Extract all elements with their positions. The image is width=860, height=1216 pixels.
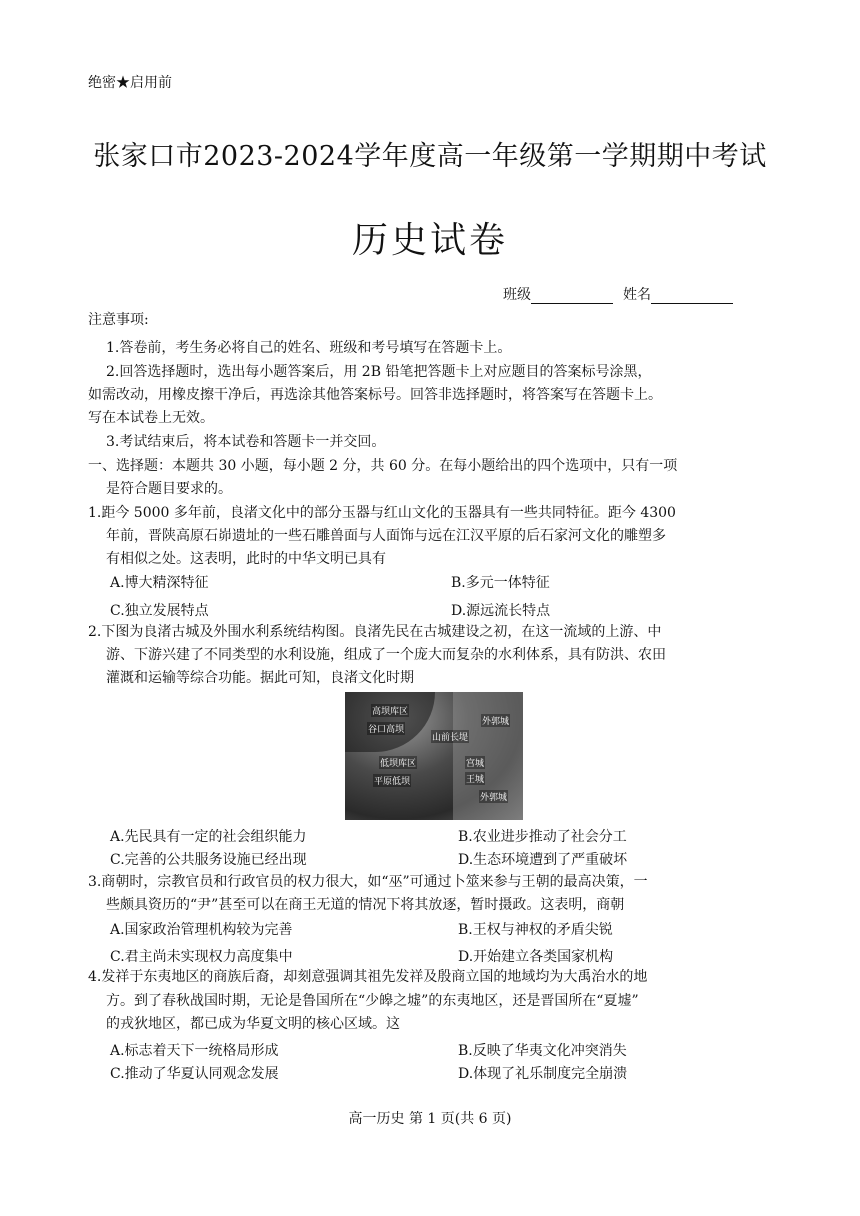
question-1-option-d: D.源远流长特点 xyxy=(451,603,551,619)
notice-item-2-line-3: 写在本试卷上无效。 xyxy=(88,410,214,426)
map-label-royal-city: 王城 xyxy=(465,772,485,785)
student-info-line xyxy=(503,284,743,304)
page-footer: 高一历史 第 1 页(共 6 页) xyxy=(348,1111,512,1127)
question-3-line-2: 些颇具资历的“尹”甚至可以在商王无道的情况下将其放逐，暂时摄政。这表明，商朝 xyxy=(106,897,625,913)
question-1-line-2: 年前，晋陕高原石峁遗址的一些石雕兽面与人面饰与远在江汉平原的后石家河文化的雕塑多 xyxy=(106,528,666,544)
question-1-option-a: A.博大精深特征 xyxy=(110,575,209,591)
question-3-line-1: 3.商朝时，宗教官员和行政官员的权力很大，如“巫”可通过卜筮来参与王朝的最高决策，一 xyxy=(88,874,648,890)
exam-title: 张家口市2023-2024学年度高一年级第一学期期中考试 xyxy=(93,141,767,172)
question-1-option-c: C.独立发展特点 xyxy=(110,603,209,619)
map-label-palace-city: 宫城 xyxy=(465,756,485,769)
notice-item-2-line-2: 如需改动，用橡皮擦干净后，再选涂其他答案标号。回答非选择题时，将答案写在答题卡上。 xyxy=(88,387,662,403)
question-3-option-b: B.王权与神权的矛盾尖锐 xyxy=(458,922,613,938)
class-blank xyxy=(531,289,613,304)
question-4-option-b: B.反映了华夷文化冲突消失 xyxy=(458,1043,627,1059)
question-2-option-d: D.生态环境遭到了严重破坏 xyxy=(458,852,628,868)
question-1-line-3: 有相似之处。这表明，此时的中华文明已具有 xyxy=(106,551,386,567)
liangzhu-water-system-map xyxy=(345,692,523,820)
map-label-outer-city-north: 外郭城 xyxy=(481,714,510,727)
notice-item-3: 3.考试结束后，将本试卷和答题卡一并交回。 xyxy=(106,434,386,450)
map-label-low-dam-reservoir: 低坝库区 xyxy=(379,756,417,769)
map-label-high-dam-reservoir: 高坝库区 xyxy=(371,704,409,717)
class-label: 班级 xyxy=(503,287,531,303)
confidential-mark: 绝密★启用前 xyxy=(88,75,172,91)
question-4-line-1: 4.发祥于东夷地区的商族后裔，却刻意强调其祖先发祥及殷商立国的地域均为大禹治水的地 xyxy=(88,969,648,985)
map-label-outer-city-south: 外郭城 xyxy=(479,790,508,803)
name-blank xyxy=(651,289,733,304)
question-1-line-1: 1.距今 5000 多年前，良渚文化中的部分玉器与红山文化的玉器具有一些共同特征。距今 4300 xyxy=(88,505,676,521)
section-1-heading-line-1: 一、选择题：本题共 30 小题，每小题 2 分，共 60 分。在每小题给出的四个选项中，只有一项 xyxy=(88,458,678,474)
map-label-plain-low-dam: 平原低坝 xyxy=(373,774,411,787)
section-1-heading-line-2: 是符合题目要求的。 xyxy=(106,481,232,497)
question-1-option-b: B.多元一体特征 xyxy=(451,575,550,591)
map-label-valley-dam: 谷口高坝 xyxy=(367,722,405,735)
notice-item-2-line-1: 2.回答选择题时，选出每小题答案后，用 2B 铅笔把答题卡上对应题目的答案标号涂黑， xyxy=(106,364,652,380)
question-4-option-c: C.推动了华夏认同观念发展 xyxy=(110,1066,279,1082)
question-3-option-d: D.开始建立各类国家机构 xyxy=(458,949,614,965)
question-4-line-2: 方。到了春秋战国时期，无论是鲁国所在“少皞之墟”的东夷地区，还是晋国所在“夏墟” xyxy=(106,993,639,1009)
notice-heading: 注意事项: xyxy=(88,312,149,328)
map-label-mountain-levee: 山前长堤 xyxy=(431,730,469,743)
question-2-option-a: A.先民具有一定的社会组织能力 xyxy=(110,829,307,845)
question-2-line-2: 游、下游兴建了不同类型的水利设施，组成了一个庞大而复杂的水利体系，具有防洪、农田 xyxy=(106,647,666,663)
exam-subject: 历史试卷 xyxy=(351,220,508,261)
question-2-line-1: 2.下图为良渚古城及外围水利系统结构图。良渚先民在古城建设之初，在这一流域的上游、中 xyxy=(88,624,662,640)
question-4-option-a: A.标志着天下一统格局形成 xyxy=(110,1043,279,1059)
question-4-option-d: D.体现了礼乐制度完全崩溃 xyxy=(458,1066,628,1082)
question-2-option-c: C.完善的公共服务设施已经出现 xyxy=(110,852,307,868)
question-4-line-3: 的戎狄地区，都已成为华夏文明的核心区域。这 xyxy=(106,1016,400,1032)
name-label: 姓名 xyxy=(623,287,651,303)
question-2-option-b: B.农业进步推动了社会分工 xyxy=(458,829,627,845)
question-3-option-c: C.君主尚未实现权力高度集中 xyxy=(110,949,293,965)
question-3-option-a: A.国家政治管理机构较为完善 xyxy=(110,922,293,938)
question-2-line-3: 灌溉和运输等综合功能。据此可知，良渚文化时期 xyxy=(106,670,414,686)
notice-item-1: 1.答卷前，考生务必将自己的姓名、班级和考号填写在答题卡上。 xyxy=(106,340,512,356)
